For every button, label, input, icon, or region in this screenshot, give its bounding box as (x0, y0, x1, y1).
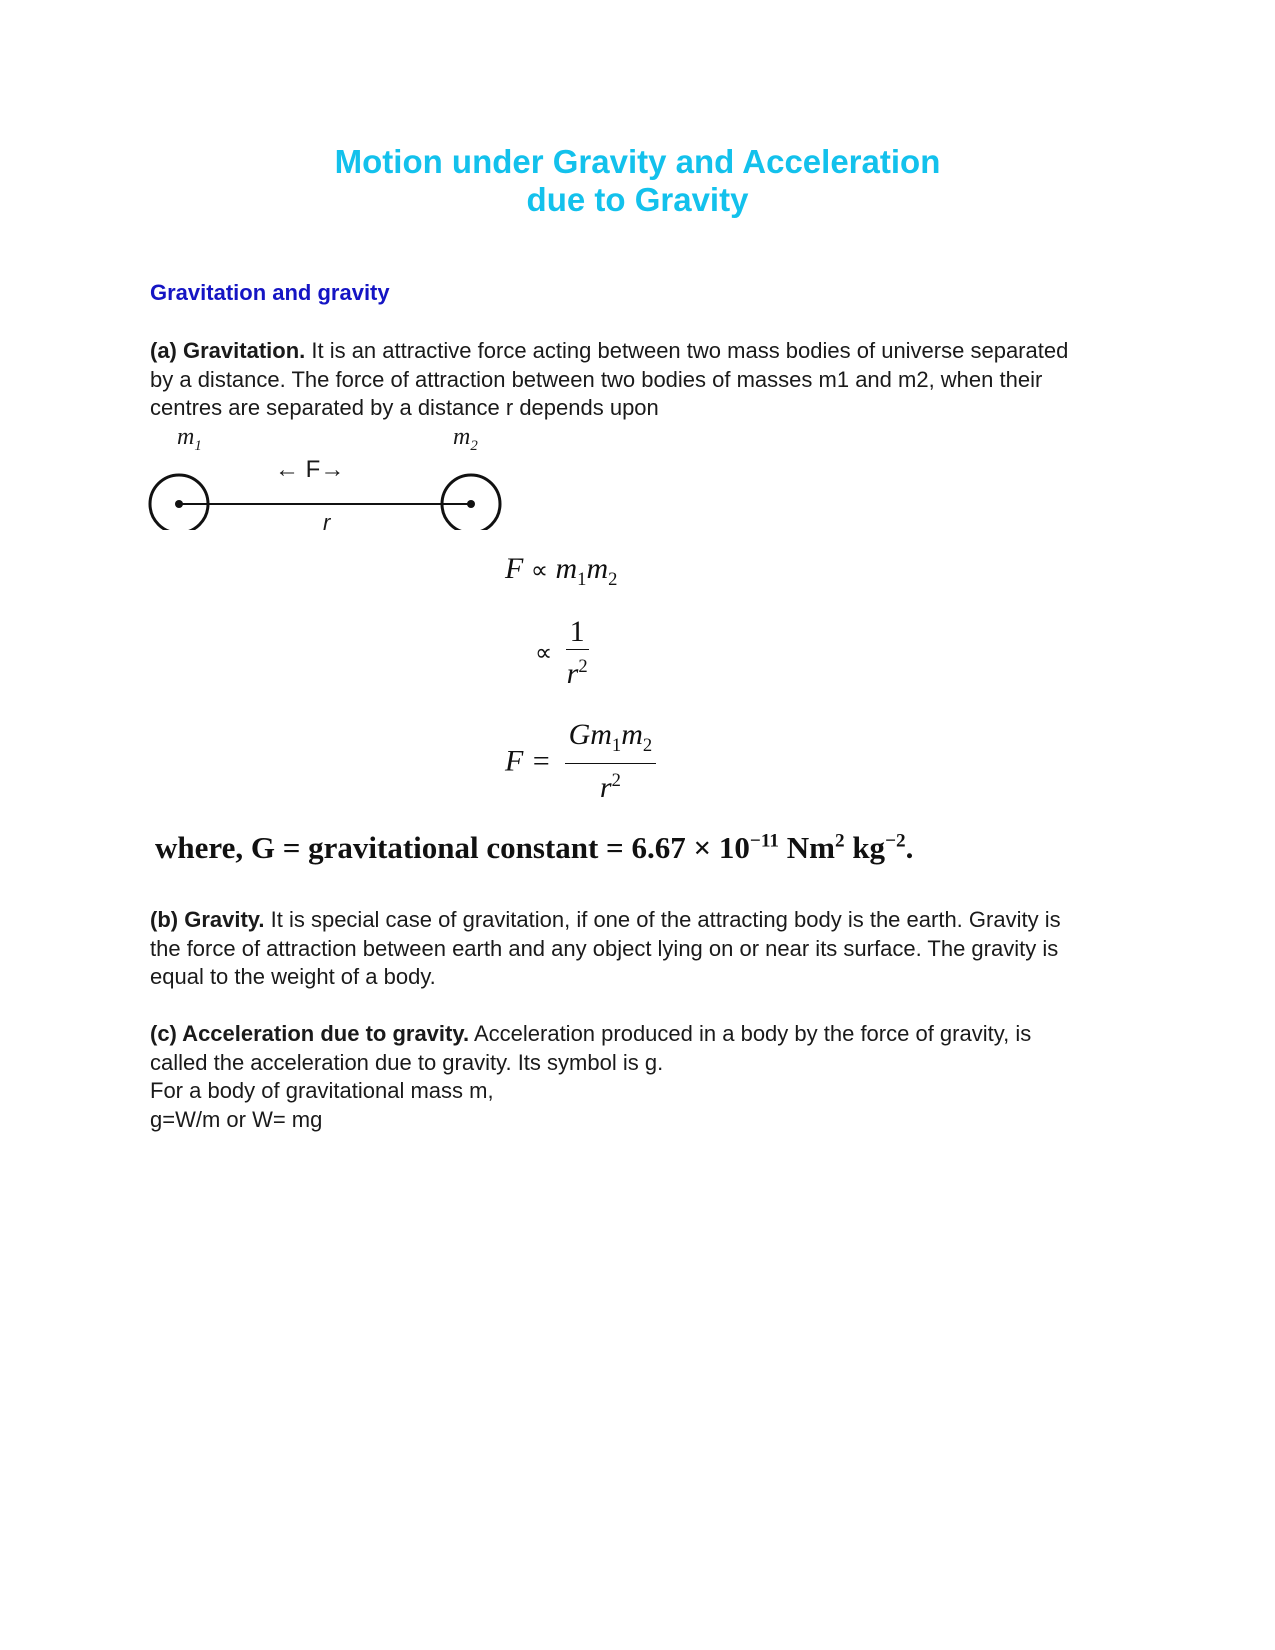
mass-2-label: $m_2$ (453, 424, 478, 454)
mass-1-label: $m_1$ (177, 424, 202, 454)
page-title-line-2: due to Gravity (526, 181, 749, 218)
paragraph-text: centres are separated by a distance r depends upon (150, 395, 659, 420)
paragraph-text: by a distance. The force of attraction between two bodies of masses m1 and m2, when their (150, 366, 1043, 392)
formula-proportional-masses: $F \propto m_1m_2$ (505, 552, 618, 590)
paragraph-text: For a body of gravitational mass m, (150, 1078, 494, 1103)
paragraph-text: g=W/m or W= mg (150, 1106, 323, 1132)
paragraph-gravity (150, 906, 1120, 992)
paragraph-acceleration (150, 1020, 1120, 1134)
paragraph-text: equal to the weight of a body. (150, 964, 436, 989)
formula-newton-gravitation: F = $\frac{Gm_1m_2}{r^2}$ (505, 718, 656, 805)
paragraph-label: (b) Gravity. (150, 907, 265, 932)
paragraph-label: (a) Gravitation. (150, 338, 306, 363)
section-heading: Gravitation and gravity (150, 280, 390, 305)
two-mass-diagram (145, 424, 505, 535)
paragraph-text: the force of attraction between earth and any object lying on or near its surface. The gravity is (150, 935, 1059, 961)
gravitational-constant-definition: where, G = gravitational constant = $6.67 \times 10^{-11}$ Nm$^2$ $kg^{-2}$. (155, 830, 914, 865)
paragraph-text: Acceleration produced in a body by the force of gravity, is (469, 1021, 1032, 1046)
paragraph-text: called the acceleration due to gravity. Its symbol is g. (150, 1049, 664, 1075)
formula-proportional-inverse-square: ∝ $\frac{1}{r^2}$ (535, 615, 588, 690)
paragraph-text: It is special case of gravitation, if one of the attracting body is the earth. Gravity is (264, 907, 1061, 932)
paragraph-label: (c) Acceleration due to gravity. (150, 1021, 470, 1046)
page-title-line-1: Motion under Gravity and Acceleration (334, 143, 941, 180)
paragraph-text: It is an attractive force acting between two mass bodies of universe separated (305, 338, 1069, 363)
distance-label: r (323, 510, 331, 535)
page-title (0, 143, 1275, 219)
force-label: ← F→ (275, 456, 345, 483)
paragraph-gravitation (150, 337, 1120, 423)
